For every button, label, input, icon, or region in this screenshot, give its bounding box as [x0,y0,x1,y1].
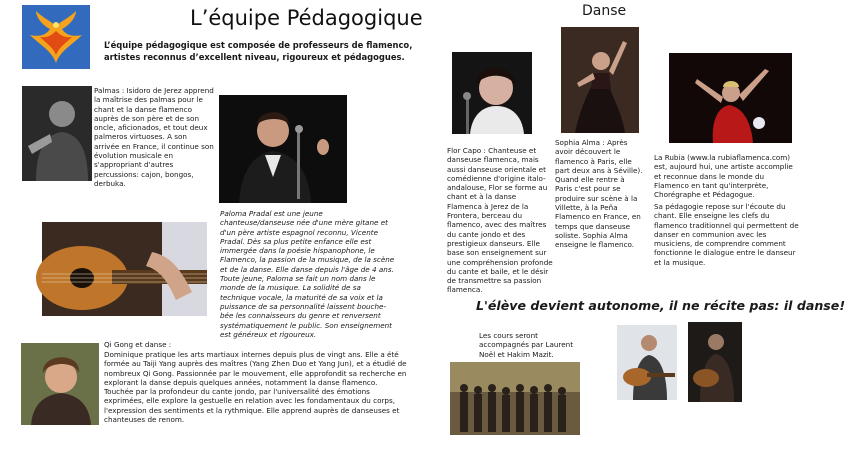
rubia-photo [669,53,792,143]
isidoro-bio: Palmas : Isidoro de Jerez apprend la maîtrise des palmas pour le chant et la danse flamenco auprès de son père et de son oncle, aficionados, et tout deux palmeros virtuoses. A son arrivée en France, il continue son évolution musicale en s'appropriant d'autres percussions: cajon, bongos, derbuka. [94,86,214,188]
cours-text: Les cours seront accompagnés par Laurent Noël et Hakim Mazit. [479,331,574,359]
slogan: L'élève devient autonome, il ne récite pas: il danse! [476,298,845,313]
guitar-photo [42,222,207,316]
dominique-photo [21,343,99,425]
phoenix-logo-icon [22,5,90,69]
rubia-bio-2: Sa pédagogie repose sur l'écoute du chant. Elle enseigne les clefs du flamenco traditionnel qui permettent de danser en communion avec les musiciens, de comprendre comment fonctionne le dialogue entre le danseur et la musique. [654,202,799,267]
laurent-photo [617,325,677,400]
hakim-photo [688,322,742,402]
rubia-bio-1: La Rubia (www.la rubiaflamenca.com) est, aujourd hui, une artiste accomplie et reconnue dans le monde du Flamenco en tant qu'interprète, Chorégraphe et Pédagogue. [654,153,793,200]
page-title: L’équipe Pédagogique [190,6,423,30]
paloma-photo [219,95,347,203]
danse-heading: Danse [582,3,627,19]
qigong-heading: Qi Gong et danse : [104,340,172,349]
flor-bio: Flor Capo : Chanteuse et danseuse flamenca, mais aussi danseuse orientale et comédienne d'origine italo-andalouse, Flor se forme au chant et à la danse Flamenca à Jerez de la Frontera, berceau du flamenco, avec des maîtres du cante jondo et des prestigieux danseurs. Elle base son enseignement sur une compréhension profonde du cante et baile, et le désir de transmettre sa passion flamenca. [447,146,553,295]
intro-paragraph: L’équipe pédagogique est composée de professeurs de flamenco, artistes reconnus d’excellent niveau, rigoureux et pédagogues. [104,40,413,62]
sophia-photo [561,27,639,133]
isidoro-photo [22,86,92,181]
paloma-bio: Paloma Pradal est une jeune chanteuse/danseuse née d'une mère gitane et d'un père artiste espagnol reconnu, Vicente Pradal. Dès sa plus petite enfance elle est immergée dans la poésie hispanophone, le Flamenco, la passion de la musique, de la scène et de la danse. Elle danse depuis l'âge de 4 ans. Toute jeune, Paloma se fait un nom dans le monde de la musique. La solidité de sa technique vocale, la maturité de sa voix et la puissance de sa personnalité laissent bouche-bée les connaisseurs du genre et renversent systématiquement le public. Son enseignement est généreux et rigoureux. [220,209,395,339]
qigong-bio: Dominique pratique les arts martiaux internes depuis plus de vingt ans. Elle a été formée au Taiji Yang auprès des maîtres (Yang Zhen Duo et Yang Jun), et a étudié de nombreux Qi Gong. Passionnée par le mouvement, elle approfondit sa recherche en explorant la danse depuis quelques années, notamment la danse flamenco. Touchée par la profondeur du cante jondo, par l'universalité des émotions exprimées, elle explore la gestuelle en relation avec les fondamentaux du corps, l'expression des sentiments et la rythmique. Elle apprend auprès de danseuses et chanteuses de renom. [104,350,407,425]
sophia-bio: Sophia Alma : Après avoir découvert le flamenco à Paris, elle part deux ans à Séville). Quand elle rentre à Paris c'est pour se produire sur scène à la Villette, à la Peña Flamenco en France, en temps que danseuse soliste. Sophia Alma enseigne le flamenco. [555,138,643,250]
group-photo [450,362,580,435]
flor-photo [452,52,532,134]
